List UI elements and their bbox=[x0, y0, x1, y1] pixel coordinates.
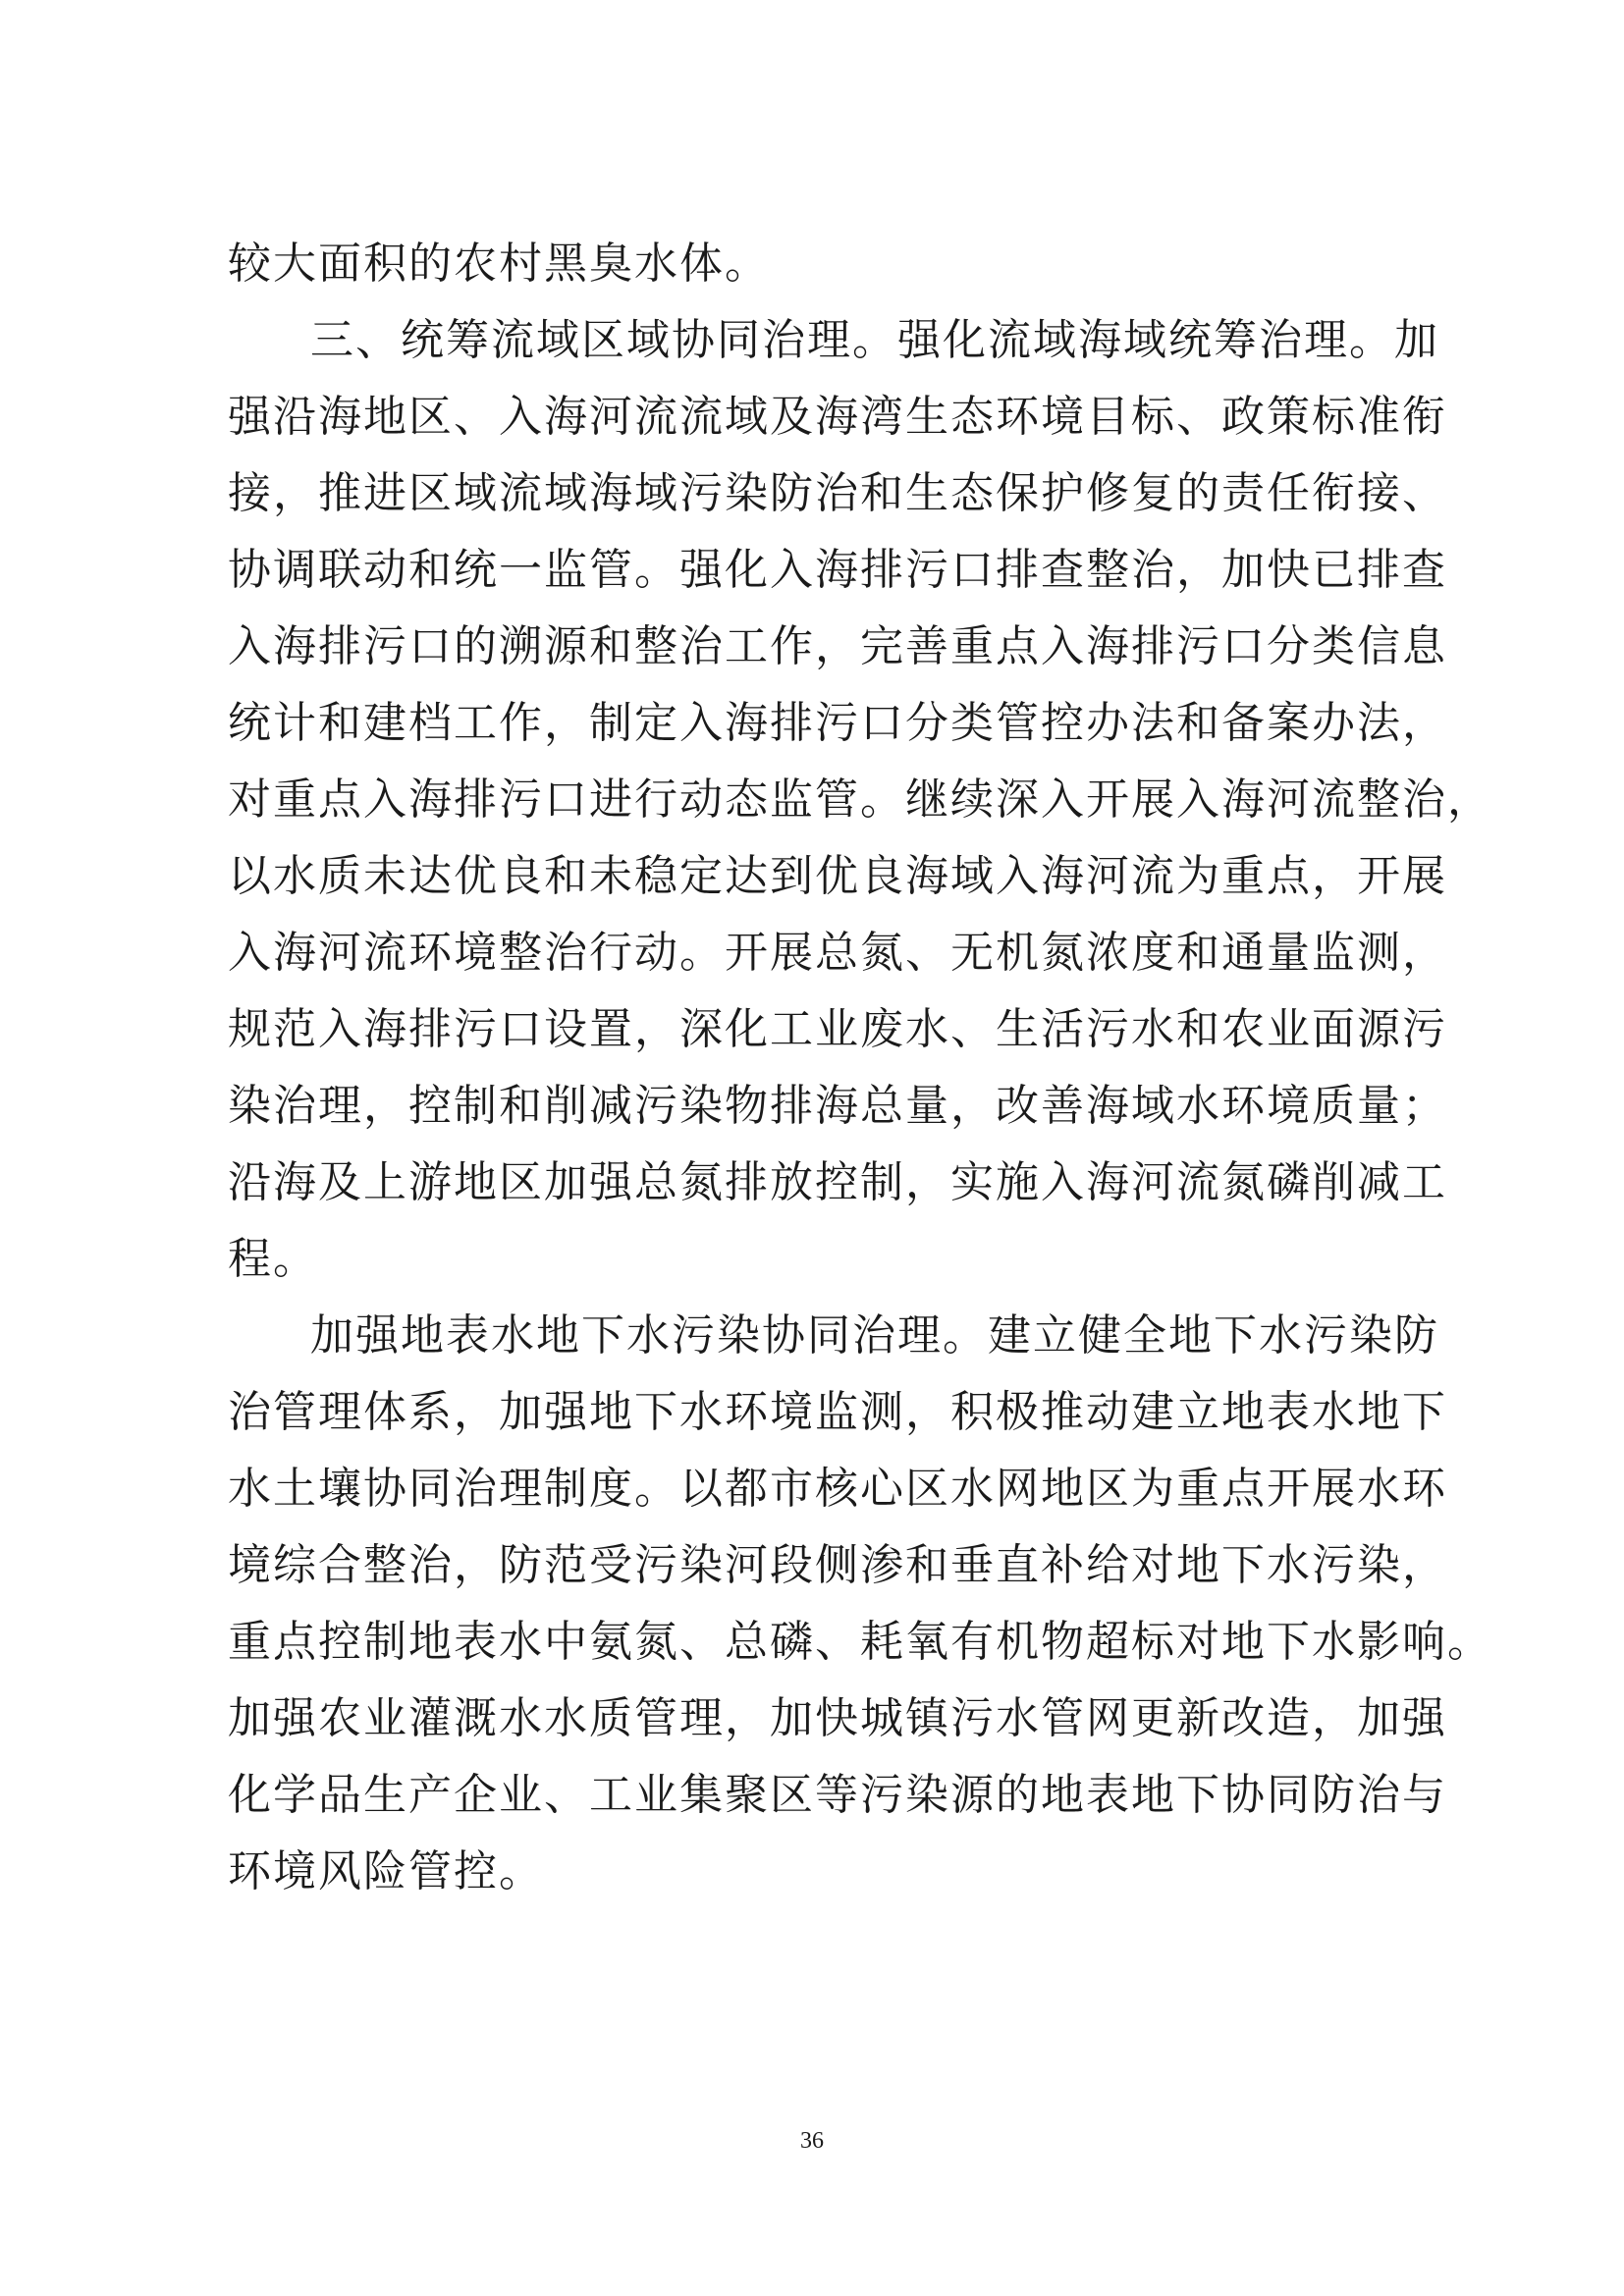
text-line: 统计和建档工作，制定入海排污口分类管控办法和备案办法， bbox=[228, 698, 1447, 748]
text-line: 沿海及上游地区加强总氮排放控制，实施入海河流氮磷削减工 bbox=[228, 1157, 1447, 1207]
text-line: 治管理体系，加强地下水环境监测，积极推动建立地表水地下 bbox=[228, 1387, 1447, 1437]
paragraph bbox=[228, 302, 1492, 1298]
text-line: 较大面积的农村黑臭水体。 bbox=[228, 239, 770, 289]
text-line: 三、统筹流域区域协同治理。强化流域海域统筹治理。加 bbox=[310, 315, 1439, 365]
text-line: 水土壤协同治理制度。以都市核心区水网地区为重点开展水环 bbox=[228, 1464, 1447, 1514]
text-line: 入海排污口的溯源和整治工作，完善重点入海排污口分类信息 bbox=[228, 621, 1447, 671]
text-line: 重点控制地表水中氨氮、总磷、耗氧有机物超标对地下水影响。 bbox=[228, 1617, 1492, 1667]
document-body bbox=[228, 226, 1492, 1910]
text-line: 环境风险管控。 bbox=[228, 1846, 544, 1896]
text-line: 接，推进区域流域海域污染防治和生态保护修复的责任衔接、 bbox=[228, 468, 1447, 518]
text-line: 入海河流环境整治行动。开展总氮、无机氮浓度和通量监测， bbox=[228, 928, 1447, 978]
text-line: 规范入海排污口设置，深化工业废水、生活污水和农业面源污 bbox=[228, 1004, 1447, 1054]
text-line: 协调联动和统一监管。强化入海排污口排查整治，加快已排查 bbox=[228, 545, 1447, 595]
text-line: 程。 bbox=[228, 1234, 318, 1284]
text-line: 化学品生产企业、工业集聚区等污染源的地表地下协同防治与 bbox=[228, 1770, 1447, 1820]
text-line: 强沿海地区、入海河流流域及海湾生态环境目标、政策标准衔 bbox=[228, 392, 1447, 442]
text-line: 染治理，控制和削减污染物排海总量，改善海域水环境质量； bbox=[228, 1081, 1447, 1131]
paragraph bbox=[228, 1298, 1492, 1910]
text-line: 境综合整治，防范受污染河段侧渗和垂直补给对地下水污染， bbox=[228, 1540, 1447, 1590]
text-line: 加强地表水地下水污染协同治理。建立健全地下水污染防 bbox=[310, 1310, 1439, 1361]
text-line: 对重点入海排污口进行动态监管。继续深入开展入海河流整治， bbox=[228, 774, 1492, 825]
page-number: 36 bbox=[800, 2128, 824, 2154]
paragraph bbox=[228, 226, 1421, 302]
text-line: 以水质未达优良和未稳定达到优良海域入海河流为重点，开展 bbox=[228, 851, 1447, 901]
text-line: 加强农业灌溉水水质管理，加快城镇污水管网更新改造，加强 bbox=[228, 1693, 1447, 1743]
